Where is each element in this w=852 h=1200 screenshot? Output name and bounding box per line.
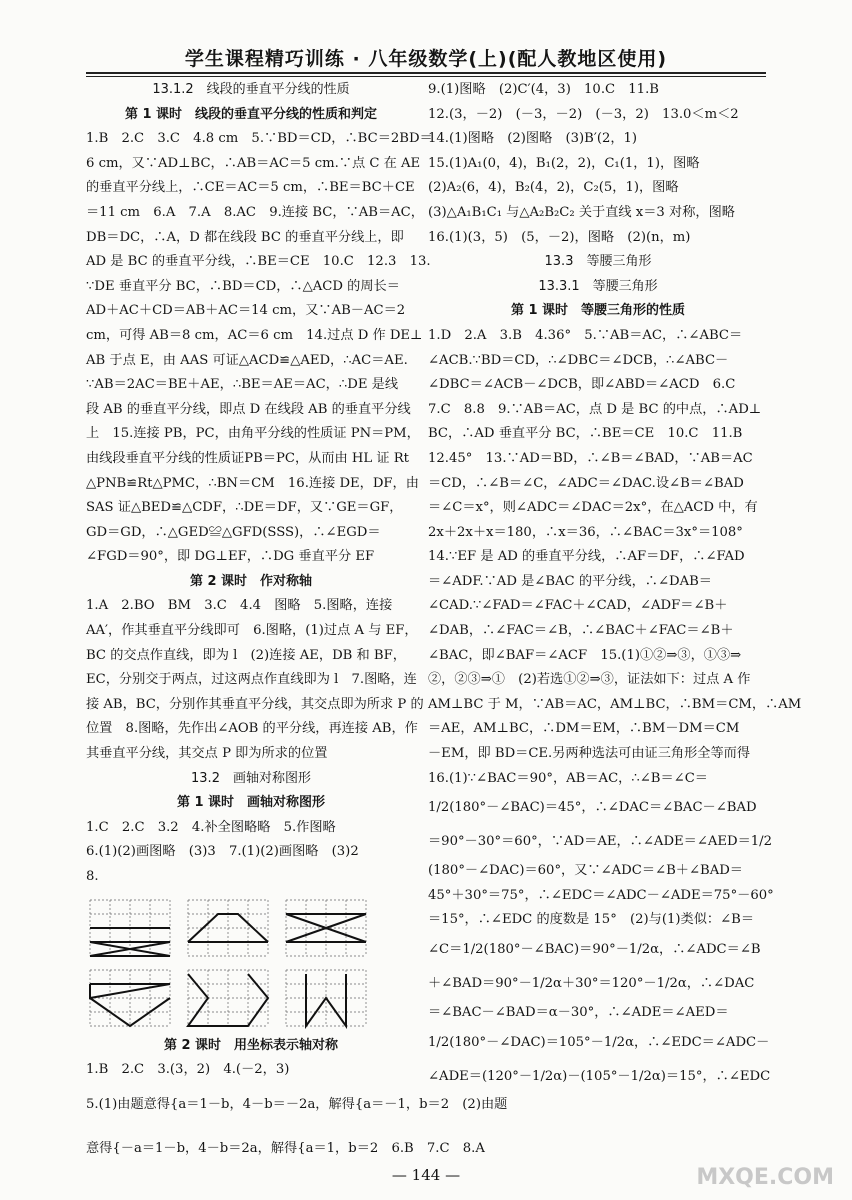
answer-line: 14.(1)图略 (2)图略 (3)B′(2，1) <box>428 131 638 147</box>
answer-line: 意得{－a＝1－b，4－b＝2a，解得{a＝1，b＝2 6.B 7.C 8.A <box>86 1140 485 1156</box>
section-heading: 13.1.2 线段的垂直平分线的性质 <box>152 82 350 97</box>
answer-line: 14.∵EF 是 AD 的垂直平分线，∴AF＝DF，∴∠FAD <box>428 549 745 565</box>
answer-line: ＝11 cm 6.A 7.A 8.AC 9.连接 BC，∵AB＝AC， <box>86 204 424 220</box>
answer-line: ＝90°－30°＝60°，∵AD＝AE，∴∠ADE＝∠AED＝1/2 <box>428 834 773 850</box>
answer-line: 45°＋30°＝75°，∴∠EDC＝∠ADC－∠ADE＝75°－60° <box>428 887 774 903</box>
answer-line: ＝AE，AM⊥BC，∴DM＝EM，∴BM－DM＝CM <box>428 721 740 737</box>
answer-line: BC，∴AD 垂直平分 BC，∴BE＝CE 10.C 11.B <box>428 426 743 442</box>
lesson-heading: 第 2 课时 作对称轴 <box>189 573 313 589</box>
answer-line: 16.(1)(3，5) (5，－2)，图略 (2)(n，m) <box>428 229 691 245</box>
answer-line: 1/2(180°－∠BAC)＝45°，∴∠DAC＝∠BAC－∠BAD <box>428 800 757 816</box>
answer-line: 12.(3，－2) (－3，－2) (－3，2) 13.0＜m＜2 <box>428 106 739 122</box>
answer-line: 7.C 8.8 9.∵AB＝AC，点 D 是 BC 的中点，∴AD⊥ <box>428 401 762 417</box>
symmetry-figures <box>86 896 416 960</box>
answer-line: 8. <box>86 869 99 884</box>
answer-line: ∠BAC，即∠BAF＝∠ACF 15.(1)①②⇒③，①③⇒ <box>428 647 742 663</box>
lesson-heading: 第 1 课时 画轴对称图形 <box>176 795 326 811</box>
right-column <box>428 78 802 1094</box>
answer-line: ∠ACB.∵BD＝CD，∴∠DBC＝∠DCB，∴∠ABC－ <box>428 352 729 368</box>
answer-line: 1.D 2.A 3.B 4.36° 5.∵AB＝AC，∴∠ABC＝ <box>428 327 743 343</box>
answer-line: (2)A₂(6，4)，B₂(4，2)，C₂(5，1)，图略 <box>428 180 679 196</box>
answer-line: ②，②③⇒① (2)若选①②⇒③，证法如下：过点 A 作 <box>428 672 751 688</box>
left-column <box>86 78 508 1171</box>
answer-line: ＝∠C＝x°，则∠ADC＝∠DAC＝2x°，在△ACD 中，有 <box>428 500 758 516</box>
answer-line: EC，分别交于两点，过这两点作直线即为 l 7.图略，连 <box>86 672 417 688</box>
symmetry-figures <box>86 966 416 1030</box>
answer-line: AB 于点 E，由 AAS 可证△ACD≌△AED，∴AC＝AE. <box>86 352 408 368</box>
symmetry-figure <box>184 966 272 1030</box>
answer-line: AD＋AC＋CD＝AB＋AC＝14 cm，又∵AB－AC＝2 <box>86 303 406 319</box>
answer-line: ∠C＝1/2(180°－∠BAC)＝90°－1/2α，∴∠ADC＝∠B <box>428 942 761 957</box>
answer-line: ＝15°，∴∠EDC 的度数是 15° (2)与(1)类似：∠B＝ <box>428 912 755 928</box>
answer-line: 6.(1)(2)画图略 (3)3 7.(1)(2)画图略 (3)2 <box>86 844 359 860</box>
answer-line: 上 15.连接 PB，PC，由角平分线的性质证 PN＝PM， <box>86 426 420 442</box>
answer-line: ＋∠BAD＝90°－1/2α＋30°＝120°－1/2α，∴∠DAC <box>428 976 755 991</box>
answer-line: AA′，作其垂直平分线即可 6.图略，(1)过点 A 与 EF， <box>86 623 418 639</box>
answer-line: 1.B 2.C 3.(3，2) 4.(－2，3) <box>86 1062 290 1078</box>
symmetry-figure <box>86 966 174 1030</box>
answer-line: －EM，即 BD＝CE.另两种选法可由证三角形全等而得 <box>428 746 751 762</box>
symmetry-figure <box>282 896 370 960</box>
answer-line: 9.(1)图略 (2)C′(4，3) 10.C 11.B <box>428 82 659 97</box>
answer-line: ∵AB＝2AC＝BE＋AE，∴BE＝AE＝AC，∴DE 是线 <box>86 377 399 393</box>
answer-line: cm，可得 AB＝8 cm，AC＝6 cm 14.过点 D 作 DE⊥ <box>86 327 423 343</box>
answer-line: DB＝DC，∴A，D 都在线段 BC 的垂直平分线上，即 <box>86 229 404 245</box>
page-number: — 144 — <box>391 1166 461 1184</box>
answer-line: 2x＋2x＋x＝180，∴x＝36，∴∠BAC＝3x°＝108° <box>428 524 743 540</box>
section-heading: 13.2 画轴对称图形 <box>191 770 311 786</box>
answer-line: 1.B 2.C 3.C 4.8 cm 5.∵BD＝CD，∴BC＝2BD＝ <box>86 131 433 147</box>
answer-line: 其垂直平分线，其交点 P 即为所求的位置 <box>86 746 328 762</box>
answer-line: ∵DE 垂直平分 BC，∴BD＝CD，∴△ACD 的周长＝ <box>86 278 400 294</box>
answer-line: ＝∠BAC－∠BAD＝α－30°，∴∠ADE＝∠AED＝ <box>428 1005 729 1020</box>
answer-line: ＝∠ADF.∵AD 是∠BAC 的平分线，∴∠DAB＝ <box>428 573 712 589</box>
watermark: MXQE.COM <box>696 1165 834 1190</box>
answer-line: ∠CAD.∵∠FAD＝∠FAC＋∠CAD，∠ADF＝∠B＋ <box>428 598 728 614</box>
lesson-heading: 第 2 课时 用坐标表示轴对称 <box>163 1037 339 1053</box>
section-heading: 13.3.1 等腰三角形 <box>538 278 658 294</box>
answer-line: SAS 证△BED≌△CDF，∴DE＝DF，又∵GE＝GF， <box>86 500 403 516</box>
answer-line: ∠DBC＝∠ACB－∠DCB，即∠ABD＝∠ACD 6.C <box>428 377 736 393</box>
answer-line: 由线段垂直平分线的性质证PB＝PC，从而由 HL 证 Rt <box>86 450 409 466</box>
answer-line: △PNB≌Rt△PMC，∴BN＝CM 16.连接 DE，DF，由 <box>86 475 419 491</box>
answer-line: AD 是 BC 的垂直平分线，∴BE＝CE 10.C 12.3 13. <box>86 254 431 270</box>
symmetry-figure <box>86 896 174 960</box>
symmetry-figure <box>282 966 370 1030</box>
answer-line: ＝CD，∴∠B＝∠C，∠ADC＝∠DAC.设∠B＝∠BAD <box>428 475 744 491</box>
answer-line: (180°－∠DAC)＝60°，又∵∠ADC＝∠B＋∠BAD＝ <box>428 863 743 879</box>
answer-line: 段 AB 的垂直平分线，即点 D 在线段 AB 的垂直平分线 <box>86 401 411 417</box>
answer-line: BC 的交点作直线，即为 l (2)连接 AE，DB 和 BF， <box>86 647 406 663</box>
header-rule <box>86 72 766 77</box>
answer-line: 1/2(180°－∠DAC)＝105°－1/2α，∴∠EDC＝∠ADC－ <box>428 1034 770 1050</box>
answer-line: ∠FGD＝90°，即 DG⊥EF，∴DG 垂直平分 EF <box>86 549 375 565</box>
answer-line: 6 cm，又∵AD⊥BC，∴AB＝AC＝5 cm.∵点 C 在 AE <box>86 155 421 171</box>
answer-line: 12.45° 13.∵AD＝BD，∴∠B＝∠BAD，∵AB＝AC <box>428 450 753 466</box>
symmetry-figure <box>184 896 272 960</box>
answer-line: (3)△A₁B₁C₁ 与△A₂B₂C₂ 关于直线 x＝3 对称，图略 <box>428 204 735 220</box>
answer-line: 1.C 2.C 3.2 4.补全图略略 5.作图略 <box>86 819 336 835</box>
answer-line: 位置 8.图略，先作出∠AOB 的平分线，再连接 AB，作 <box>86 721 418 737</box>
answer-line: AM⊥BC 于 M，∵AB＝AC，AM⊥BC，∴BM＝CM，∴AM <box>428 696 802 712</box>
section-heading: 13.3 等腰三角形 <box>544 254 652 270</box>
lesson-heading: 第 1 课时 线段的垂直平分线的性质和判定 <box>124 106 378 122</box>
answer-line: GD＝GD，∴△GED≌△GFD(SSS)，∴∠EGD＝ <box>86 524 381 540</box>
answer-line: 5.(1)由题意得{a＝1－b，4－b＝－2a，解得{a＝－1，b＝2 (2)由题 <box>86 1096 508 1112</box>
answer-line: 接 AB，BC，分别作其垂直平分线，其交点即为所求 P 的 <box>86 696 424 712</box>
answer-line: 15.(1)A₁(0，4)，B₁(2，2)，C₁(1，1)，图略 <box>428 155 700 171</box>
lesson-heading: 第 1 课时 等腰三角形的性质 <box>510 303 686 319</box>
answer-line: ∠ADE＝(120°－1/2α)－(105°－1/2α)＝15°，∴∠EDC <box>428 1068 771 1084</box>
answer-line: 1.A 2.BO BM 3.C 4.4 图略 5.图略，连接 <box>86 598 393 614</box>
answer-line: 的垂直平分线上，∴CE＝AC＝5 cm，∴BE＝BC＋CE <box>86 180 415 196</box>
answer-line: ∠DAB，∴∠FAC＝∠B，∴∠BAC＋∠FAC＝∠B＋ <box>428 623 734 639</box>
answer-line: 16.(1)∵∠BAC＝90°，AB＝AC，∴∠B＝∠C＝ <box>428 770 708 786</box>
page-header: 学生课程精巧训练 · 八年级数学(上)(配人教地区使用) <box>184 48 668 70</box>
